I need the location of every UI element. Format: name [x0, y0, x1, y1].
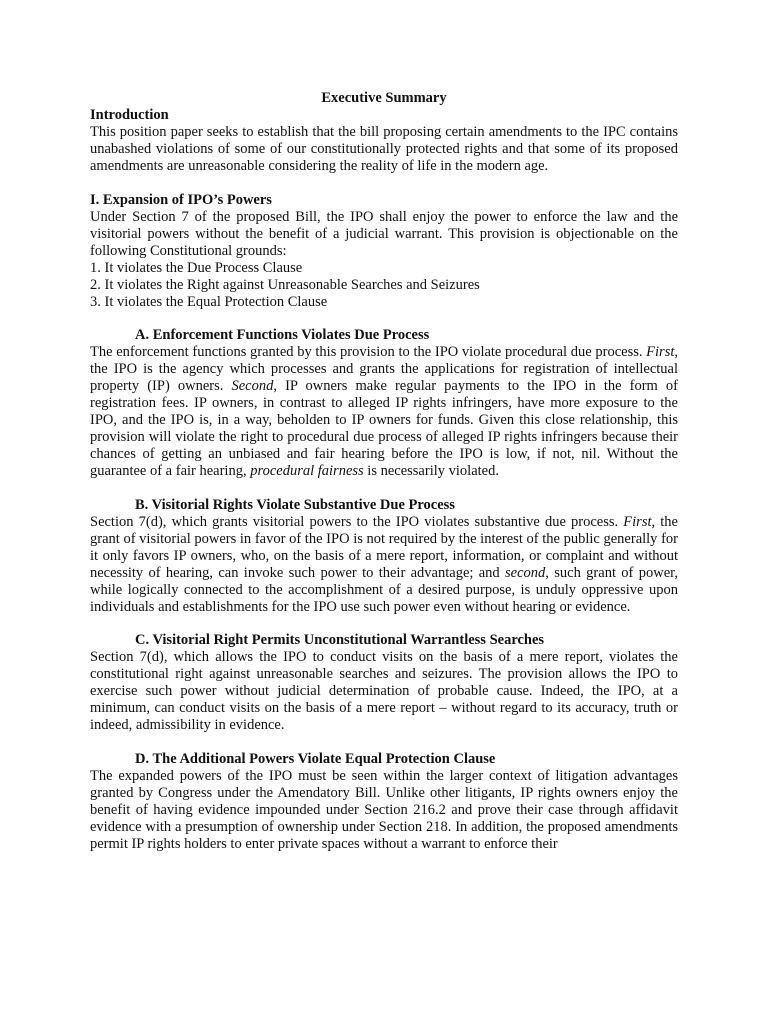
- list-item: 1. It violates the Due Process Clause: [90, 259, 303, 276]
- emphasis-second: second: [505, 564, 546, 581]
- section-1-paragraph: Under Section 7 of the proposed Bill, the IPO shall enjoy the power to enforce the law and the visitorial powers without the benefit of a judicial warrant. This provision is objectionable on the following Constitutional grounds:: [90, 208, 678, 259]
- section-b-heading: B. Visitorial Rights Violate Substantive Due Process: [135, 496, 455, 513]
- section-c-paragraph: Section 7(d), which allows the IPO to conduct visits on the basis of a mere report, violates the constitutional right against unreasonable searches and seizures. The provision allows the IPO to exercise such power without judicial determination of probable cause. Indeed, the IPO, at a minimum, can conduct visits on the basis of a mere report – without regard to its accuracy, truth or indeed, admissibility in evidence.: [90, 649, 678, 733]
- emphasis-first: First: [646, 344, 675, 360]
- text-run: , such grant of power, while logically connected to the accomplishment of a desired purpose, is unduly oppressive upon individuals and establishments for the IPO use such power even without hearing or evidence.: [90, 564, 678, 615]
- text-run: The enforcement functions granted by this provision to the IPO violate procedural due process.: [90, 344, 647, 360]
- introduction-paragraph: This position paper seeks to establish that the bill proposing certain amendments to the IPC contains unabashed violations of some of our constitutionally protected rights and that some of its proposed amendments are unreasonable considering the reality of life in the modern age.: [90, 124, 678, 174]
- text-run: is necessarily violated.: [363, 463, 499, 479]
- section-1-heading: I. Expansion of IPO’s Powers: [90, 191, 272, 208]
- emphasis-second: Second: [231, 378, 274, 394]
- emphasis-procedural-fairness: procedural fairness: [250, 463, 364, 479]
- list-item: 2. It violates the Right against Unreasonable Searches and Seizures: [90, 276, 480, 293]
- text-run: , the IPO is the agency which processes and grants the applications for registration of intellectual property (IP) owners.: [90, 344, 678, 394]
- text-run: , the grant of visitorial powers in favor of the IPO is not required by the interest of the public generally for it only favors IP owners, who, on the basis of a mere report, information, or complaint and without necessity of hearing, can invoke such power to their advantage; and: [90, 513, 678, 581]
- document-title: Executive Summary: [321, 90, 447, 106]
- section-d-heading: D. The Additional Powers Violate Equal Protection Clause: [135, 750, 496, 767]
- list-item: 3. It violates the Equal Protection Clause: [90, 293, 328, 310]
- section-c-heading: C. Visitorial Right Permits Unconstitutional Warrantless Searches: [135, 632, 545, 648]
- text-run: Section 7(d), which grants visitorial powers to the IPO violates substantive due process.: [90, 513, 624, 530]
- section-a-paragraph: [90, 344, 678, 480]
- section-a-heading: A. Enforcement Functions Violates Due Process: [135, 327, 430, 343]
- section-d-paragraph: The expanded powers of the IPO must be seen within the larger context of litigation advantages granted by Congress under the Amendatory Bill. Unlike other litigants, IP rights owners enjoy the benefit of having evidence impounded under Section 216.2 and prove their case through affidavit evidence with a presumption of ownership under Section 218. In addition, the proposed amendments permit IP rights holders to enter private spaces without a warrant to enforce their: [90, 767, 678, 852]
- introduction-heading: Introduction: [90, 107, 169, 123]
- emphasis-first: First: [623, 513, 652, 530]
- text-run: , IP owners make regular payments to the IPO in the form of registration fees. IP owners, in contrast to alleged IP rights infringers, have more exposure to the IPO, and the IPO is, in a way, beholden to IP owners for funds. Given this close relationship, this provision will violate the right to procedural due process of alleged IP rights infringers because their chances of getting an unbiased and fair hearing before the IPO is low, if not, nil. Without the guarantee of a fair hearing,: [90, 378, 678, 479]
- section-b-paragraph: [90, 514, 678, 616]
